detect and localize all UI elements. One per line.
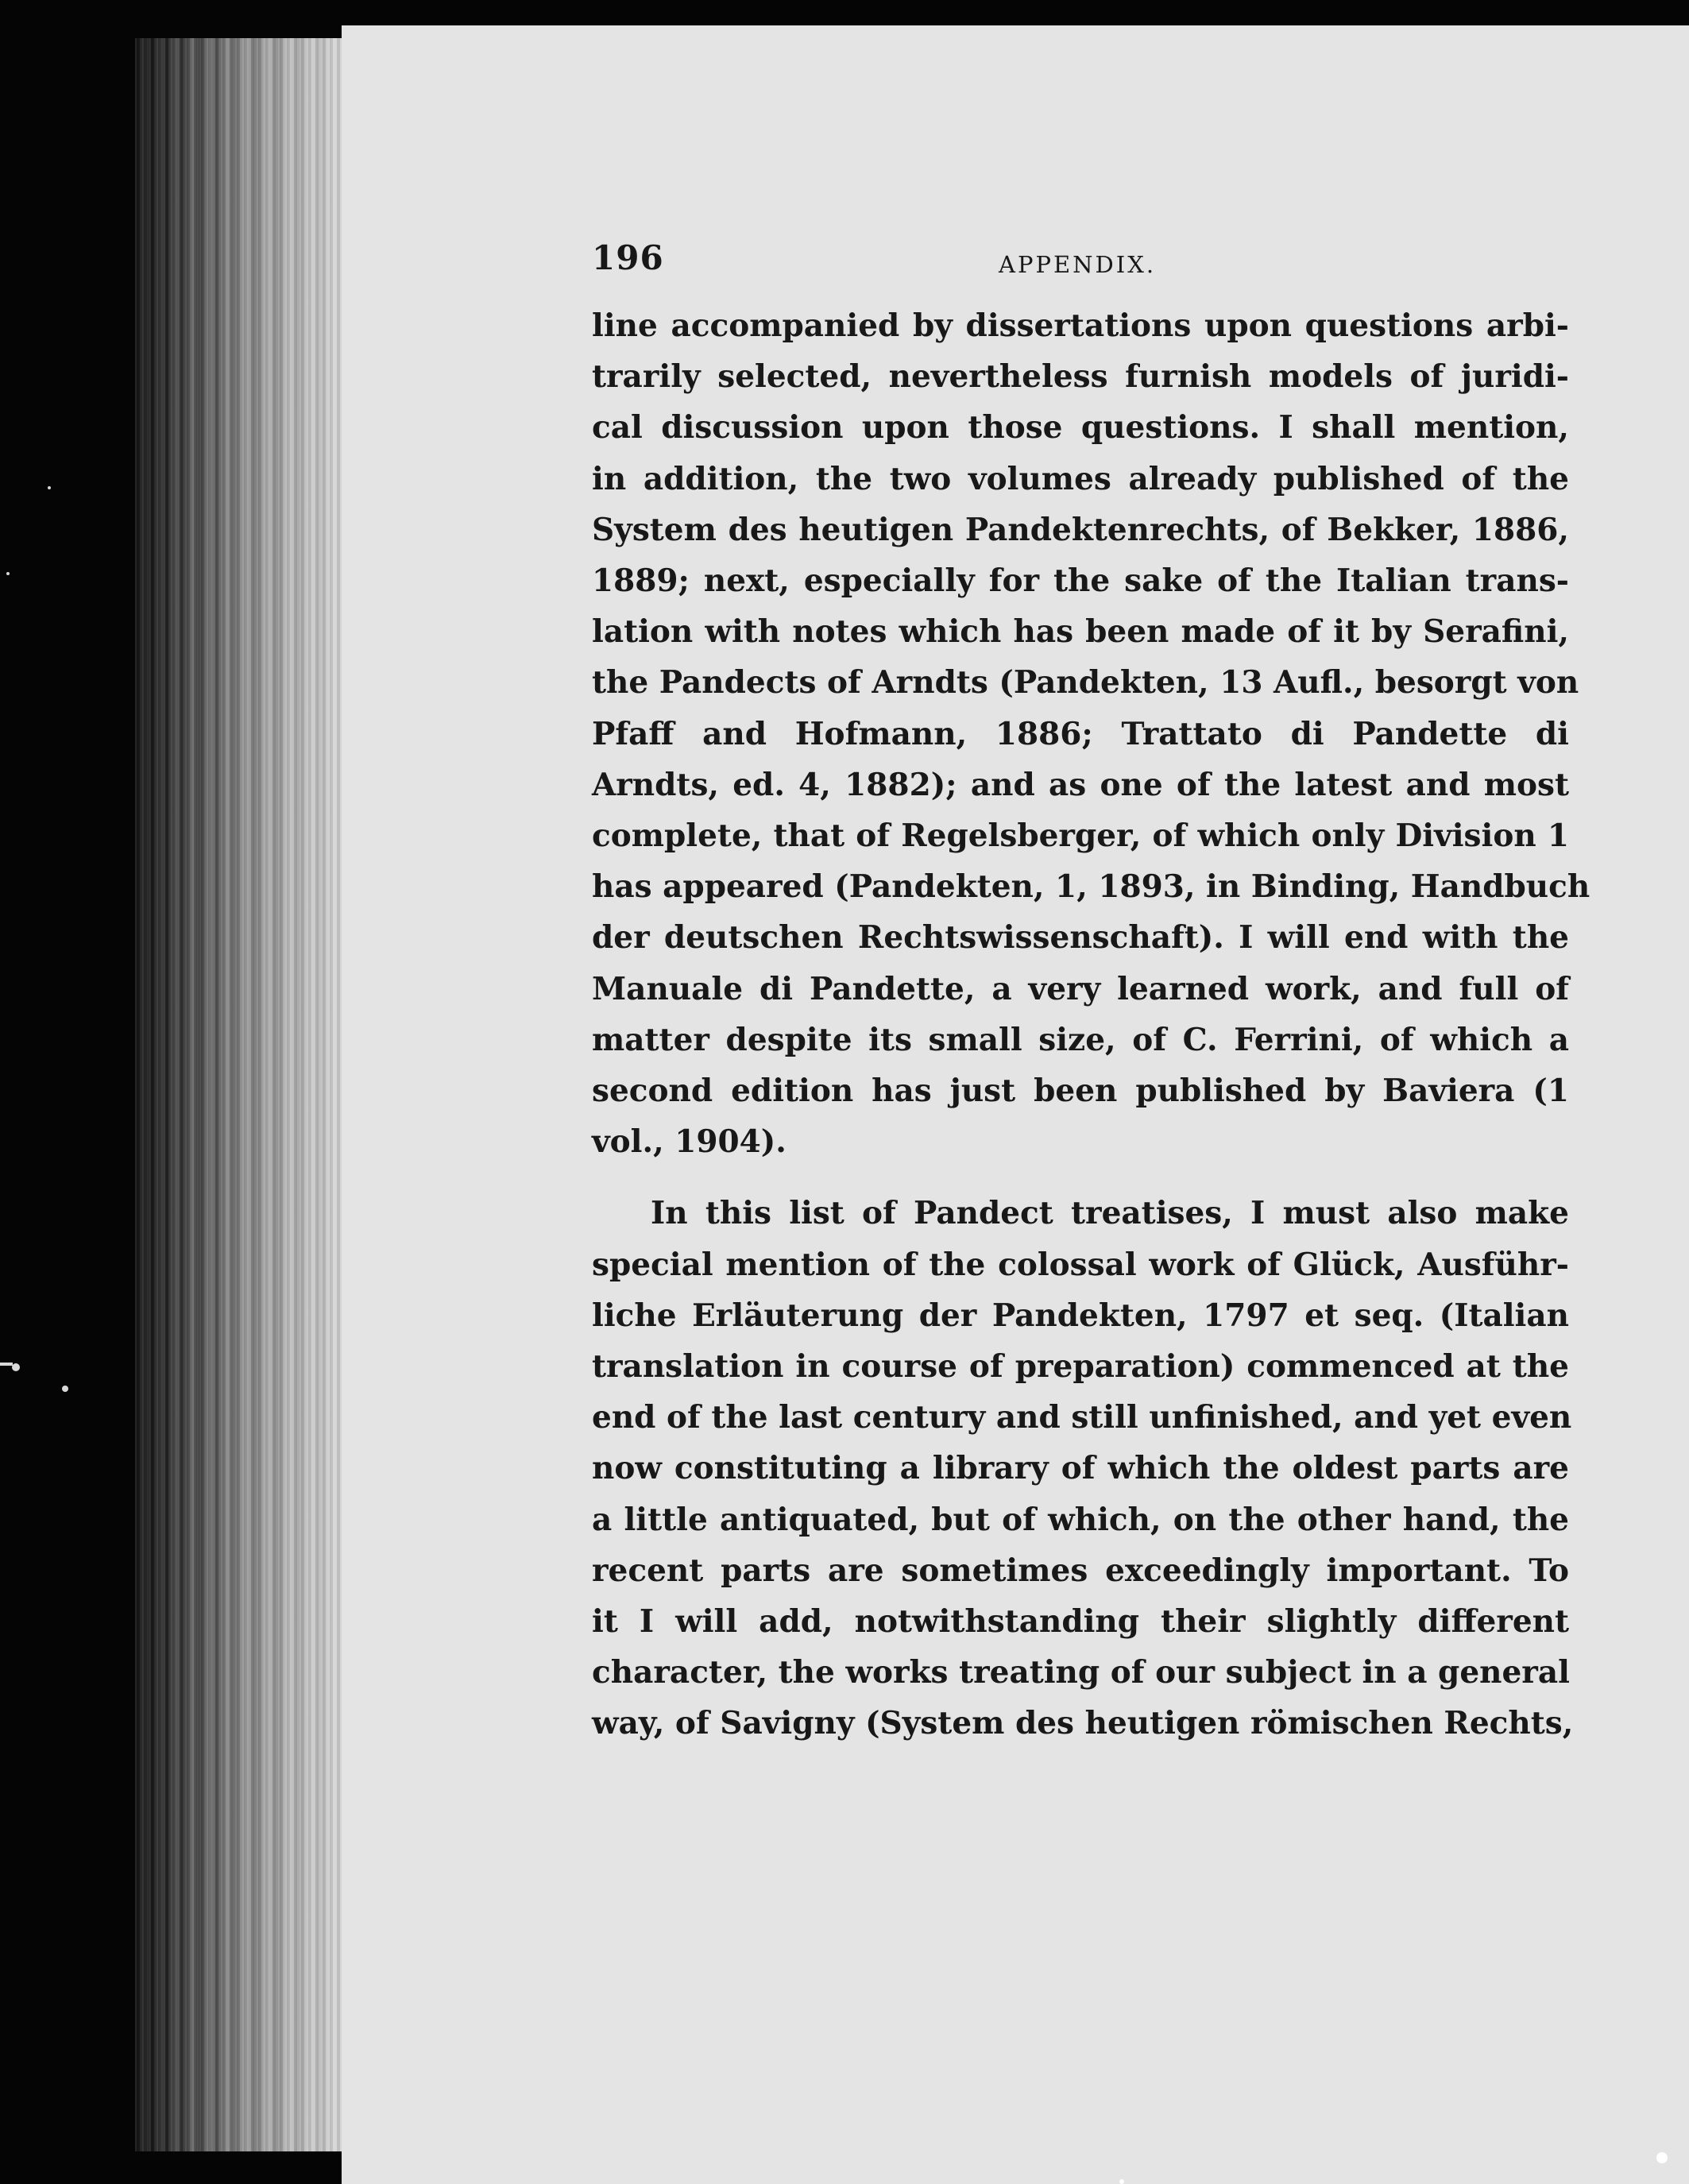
paragraph-1-line-6: 1889; next, especially for the sake of the Italian trans-	[592, 562, 1569, 600]
paragraph-1-line-3: cal discussion upon those questions. I shall mention,	[592, 409, 1569, 446]
paragraph-1-line-14: Manuale di Pandette, a very learned work, and full of	[592, 970, 1569, 1007]
paragraph-2-line-7: a little antiquated, but of which, on the other hand, the	[592, 1501, 1569, 1538]
paragraph-1-line-12: has appeared (Pandekten, 1, 1893, in Binding, Handbuch	[592, 868, 1590, 906]
paragraph-1-line-5: System des heutigen Pandektenrechts, of Bekker, 1886,	[592, 511, 1569, 548]
running-head	[592, 238, 1569, 300]
paragraph-2-line-10: character, the works treating of our subject in a general	[592, 1654, 1570, 1691]
paragraph-1-line-8: the Pandects of Arndts (Pandekten, 13 Aufl., besorgt von	[592, 664, 1579, 702]
paragraph-1-line-16: second edition has just been published by Baviera (1	[592, 1073, 1569, 1110]
paragraph-2-line-2: special mention of the colossal work of Glück, Ausführ-	[592, 1246, 1569, 1283]
paragraph-1-line-11: complete, that of Regelsberger, of which only Division 1	[592, 818, 1569, 855]
running-title: APPENDIX.	[999, 251, 1157, 278]
paragraph-1	[592, 300, 1590, 1167]
paragraph-1-line-2: trarily selected, nevertheless furnish models of juridi-	[592, 358, 1569, 396]
page-number: 196	[592, 238, 664, 277]
left-margin-specks	[0, 486, 68, 1392]
paragraph-2-line-3: liche Erläuterung der Pandekten, 1797 et seq. (Italian	[592, 1297, 1569, 1334]
paragraph-1-line-7: lation with notes which has been made of it by Serafini,	[592, 613, 1569, 651]
paragraph-1-line-10: Arndts, ed. 4, 1882); and as one of the latest and most	[592, 766, 1569, 803]
page-content	[592, 238, 1590, 1749]
paragraph-2-line-1: In this list of Pandect treatises, I must also make	[651, 1195, 1569, 1232]
paragraph-2-line-6: now constituting a library of which the oldest parts are	[592, 1450, 1569, 1487]
paragraph-2-line-8: recent parts are sometimes exceedingly important. To	[592, 1552, 1569, 1589]
paragraph-1-line-13: der deutschen Rechtswissenschaft). I will end with the	[592, 919, 1569, 957]
paragraph-2	[592, 1188, 1574, 1749]
paragraph-2-line-4: translation in course of preparation) commenced at the	[592, 1348, 1569, 1386]
paragraph-1-line-1: line accompanied by dissertations upon questions arbi-	[592, 307, 1569, 344]
paragraph-1-line-15: matter despite its small size, of C. Ferrini, of which a	[592, 1021, 1569, 1058]
paragraph-2-line-5: end of the last century and still unfinished, and yet even	[592, 1399, 1572, 1436]
paragraph-2-line-9: it I will add, notwithstanding their slightly different	[592, 1603, 1569, 1641]
paragraph-1-line-9: Pfaff and Hofmann, 1886; Trattato di Pandette di	[592, 715, 1569, 752]
paragraph-2-line-11: way, of Savigny (System des heutigen römischen Rechts,	[592, 1705, 1574, 1742]
paragraph-1-line-4: in addition, the two volumes already published of the	[592, 460, 1569, 497]
paragraph-1-line-17: vol., 1904).	[592, 1123, 787, 1161]
bottom-right-specks	[1119, 2152, 1668, 2184]
